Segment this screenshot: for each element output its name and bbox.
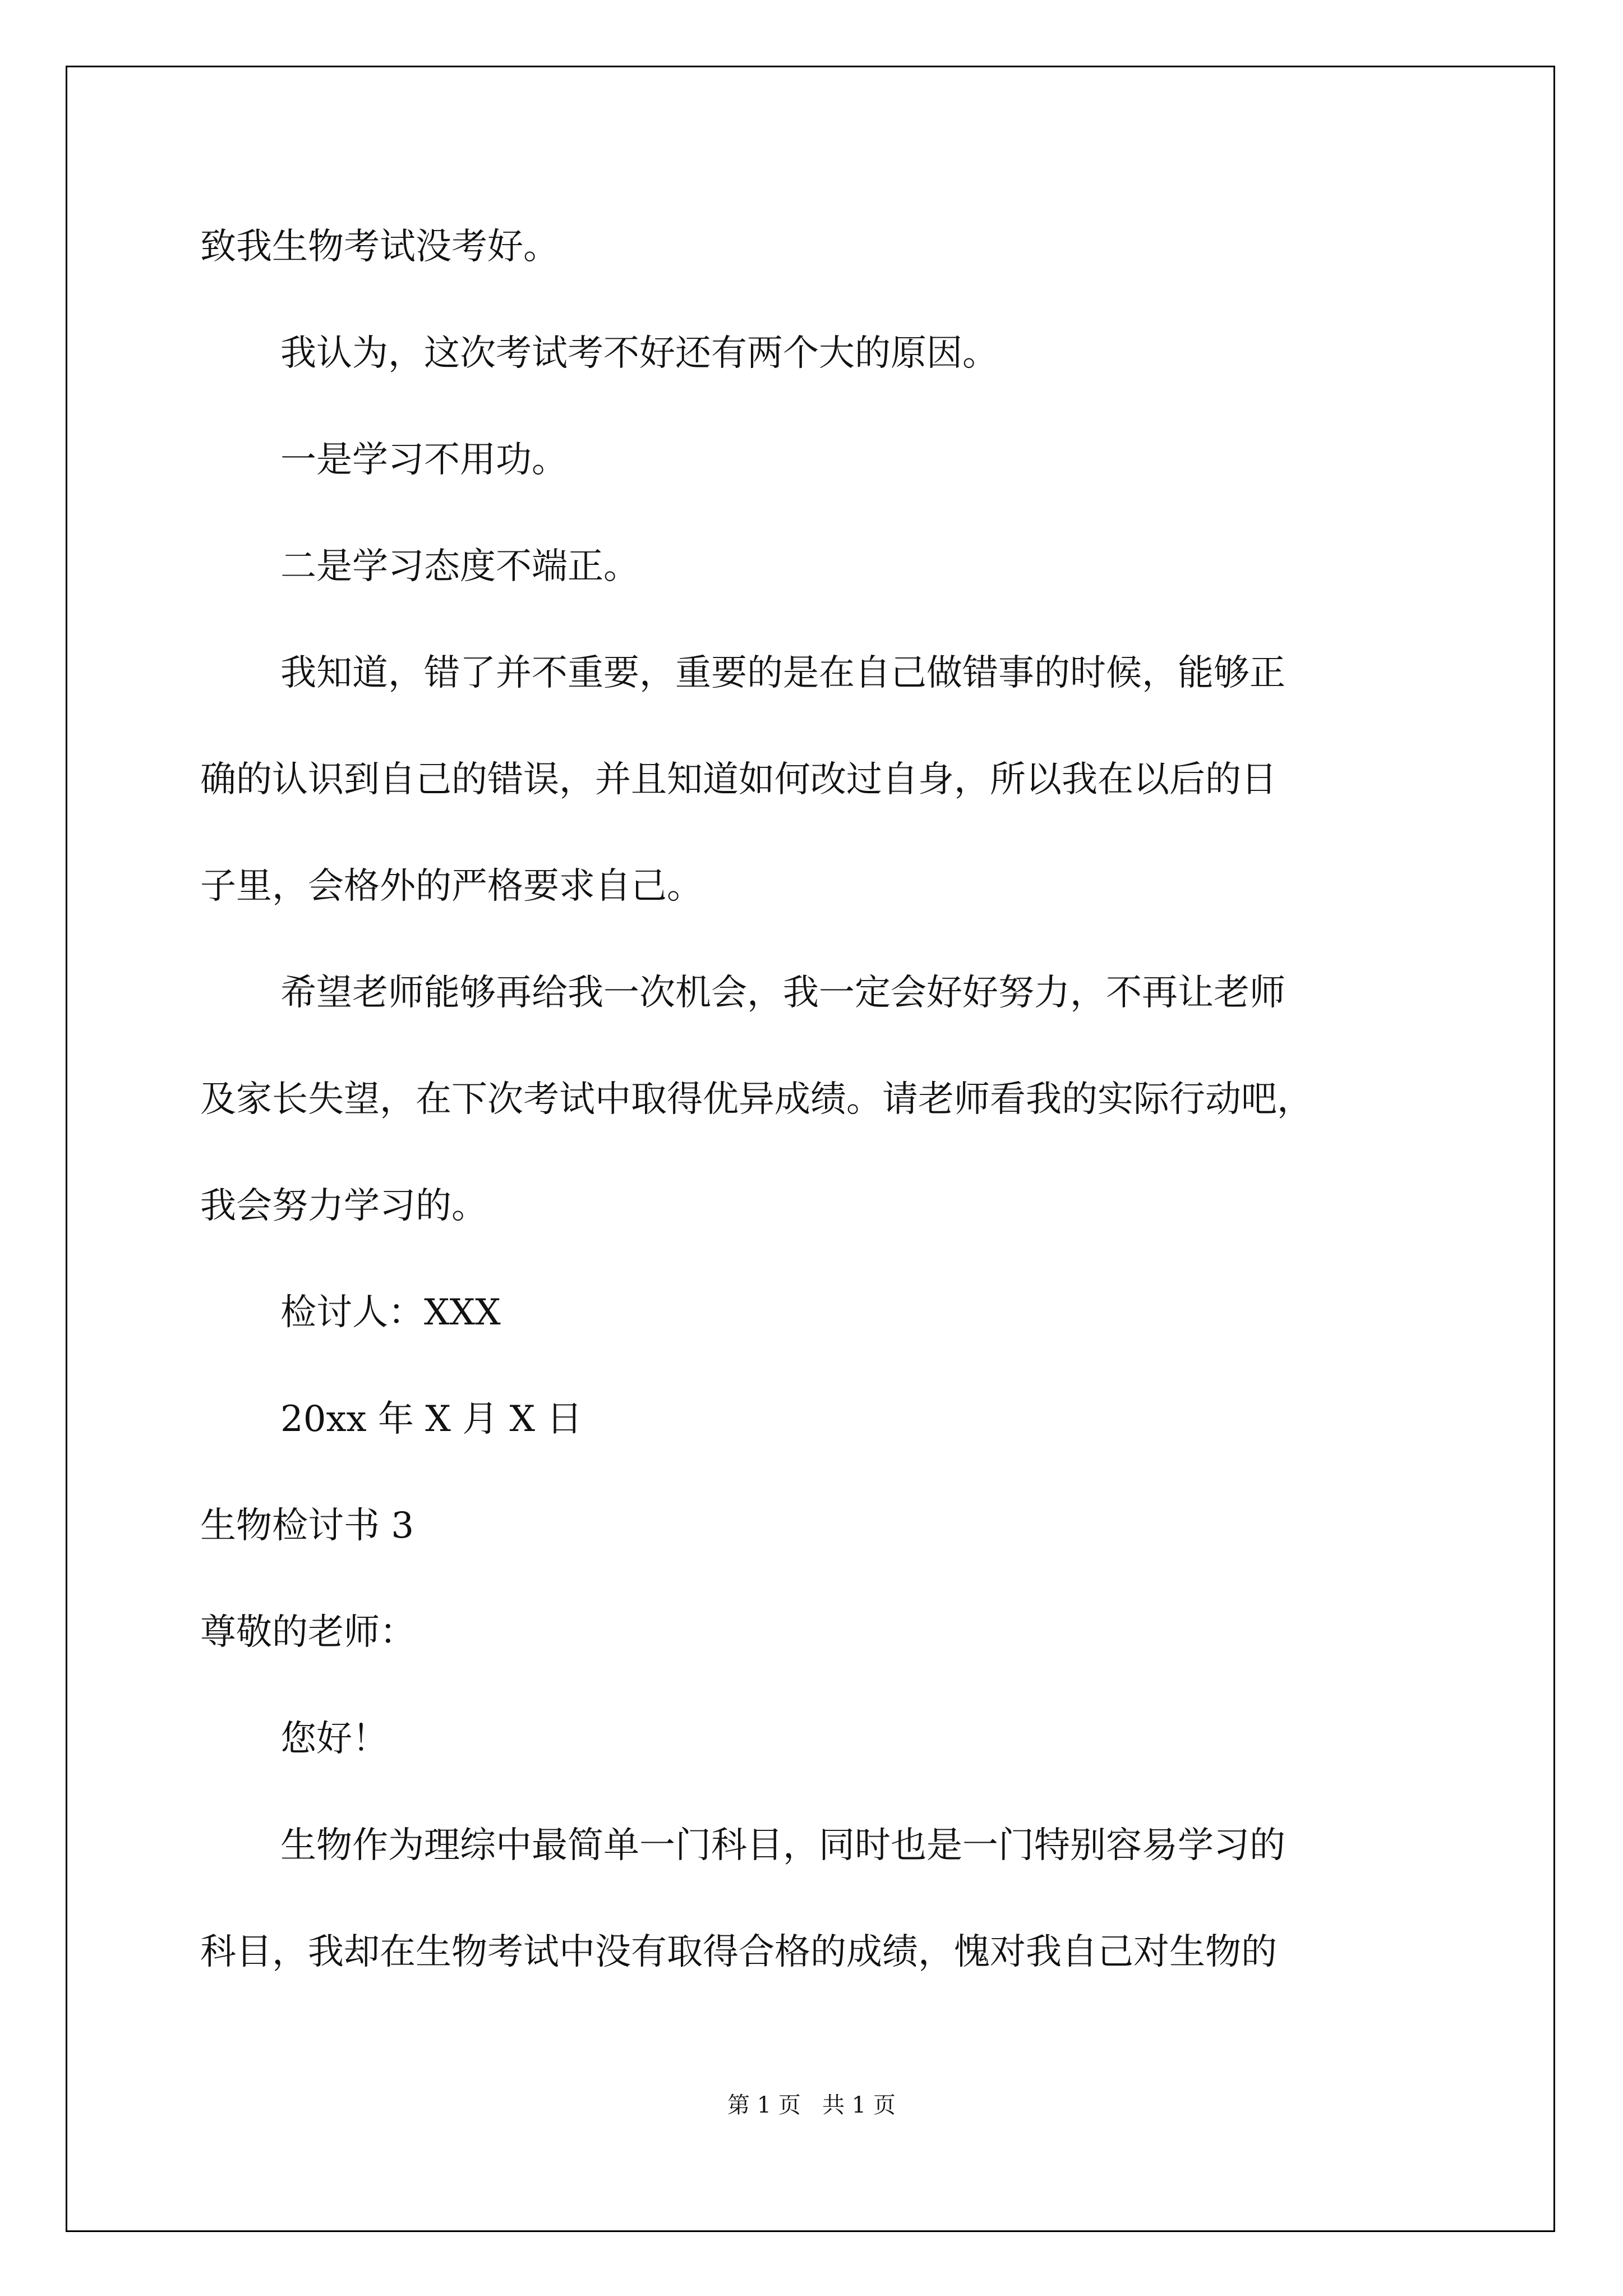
body-line: 致我生物考试没考好。	[200, 226, 559, 268]
greeting: 您好！	[280, 1718, 388, 1760]
body-line: 我认为，这次考试考不好还有两个大的原因。	[280, 333, 998, 374]
body-line: 二是学习态度不端正。	[280, 546, 639, 587]
signature-line: 检讨人：XXX	[280, 1292, 501, 1333]
body-line: 我会努力学习的。	[200, 1185, 487, 1227]
page-border	[66, 66, 1555, 2232]
body-line: 确的认识到自己的错误，并且知道如何改过自身，所以我在以后的日	[200, 759, 1277, 800]
body-line: 一是学习不用功。	[280, 439, 568, 481]
body-line: 我知道，错了并不重要，重要的是在自己做错事的时候，能够正	[280, 652, 1285, 694]
body-line: 及家长失望，在下次考试中取得优异成绩。请老师看我的实际行动吧，	[200, 1079, 1313, 1120]
body-line: 科目，我却在生物考试中没有取得合格的成绩，愧对我自己对生物的	[200, 1931, 1277, 1973]
body-line: 子里，会格外的严格要求自己。	[200, 866, 703, 907]
body-line: 希望老师能够再给我一次机会，我一定会好好努力，不再让老师	[280, 972, 1285, 1014]
body-line: 生物作为理综中最简单一门科目，同时也是一门特别容易学习的	[280, 1825, 1285, 1866]
date-line: 20xx 年 X 月 X 日	[280, 1398, 583, 1440]
page-footer: 第 1 页 共 1 页	[727, 2092, 896, 2118]
salutation: 尊敬的老师：	[200, 1612, 416, 1653]
section-title: 生物检讨书 3	[200, 1505, 414, 1547]
